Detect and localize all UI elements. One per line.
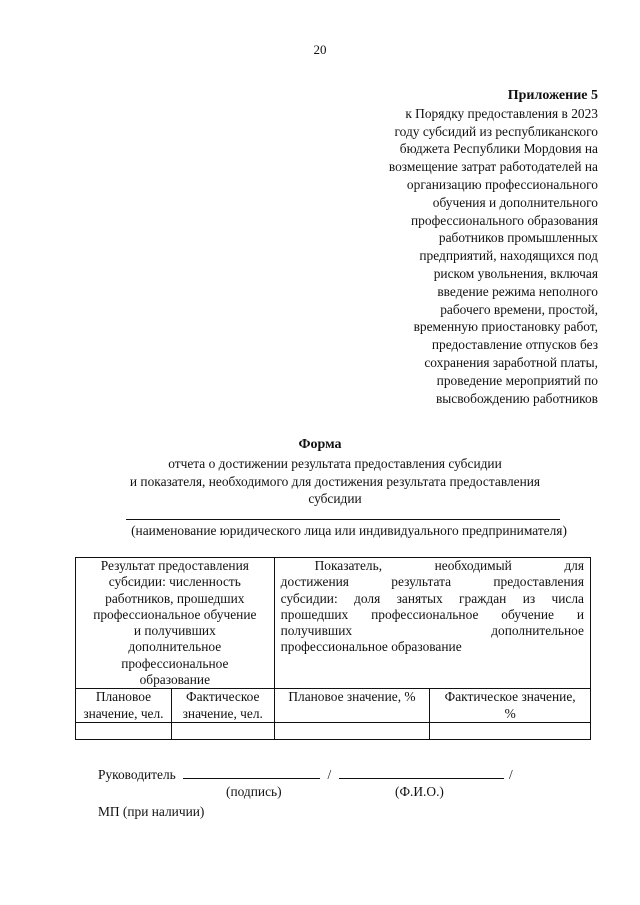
appendix-line: рабочего времени, простой, xyxy=(440,301,598,317)
signature-separator: / xyxy=(327,767,332,782)
result-header-line: образование xyxy=(139,672,211,688)
report-table xyxy=(75,557,591,740)
indicator-header-line: Показатель, необходимый для xyxy=(314,558,584,573)
actual-percent-header-line: % xyxy=(504,705,516,721)
indicator-header-cell xyxy=(274,558,590,689)
result-header-line: работников, прошедших xyxy=(105,590,245,606)
organization-name-caption: (наименование юридического лица или индивидуального предпринимателя) xyxy=(131,523,567,538)
form-subtitle-line: и показателя, необходимого для достижения результата предоставления xyxy=(129,473,541,489)
planned-percent-header-line: Плановое значение, % xyxy=(288,689,416,705)
result-header-line: профессиональное обучение xyxy=(93,606,257,622)
actual-count-header xyxy=(171,689,274,723)
planned-count-header-line: значение, чел. xyxy=(83,705,164,721)
appendix-line: обучения и дополнительного xyxy=(432,194,598,210)
signature-separator-end: / xyxy=(508,767,513,782)
full-name-caption: (Ф.И.О.) xyxy=(395,784,444,799)
appendix-line: профессионального образования xyxy=(411,212,598,228)
appendix-line: сохранения заработной платы, xyxy=(424,354,598,370)
appendix-line: году субсидий из республиканского xyxy=(394,123,598,139)
table-row xyxy=(76,722,591,739)
appendix-line: высвобождению работников xyxy=(435,390,598,406)
indicator-header-line: субсидии: доля занятых граждан из числа xyxy=(280,590,584,606)
appendix-line: временную приостановку работ, xyxy=(413,319,598,335)
table-subheader-row xyxy=(76,689,591,723)
signature-row xyxy=(98,766,513,783)
appendix-line: возмещение затрат работодателей на xyxy=(388,159,598,175)
form-subtitle-line: субсидии xyxy=(308,491,362,506)
planned-count-header-line: Плановое xyxy=(95,689,152,705)
appendix-title: Приложение 5 xyxy=(507,88,598,103)
indicator-header-line: прошедших профессиональное обучение и xyxy=(280,606,584,622)
appendix-line: организацию профессионального xyxy=(406,176,598,192)
page-number: 20 xyxy=(313,42,327,57)
signature-label: Руководитель xyxy=(98,767,176,782)
appendix-line: к Порядку предоставления в 2023 xyxy=(405,105,598,121)
full-name-field[interactable] xyxy=(339,766,504,779)
actual-count-cell[interactable] xyxy=(171,722,274,739)
table-header-row xyxy=(76,558,591,689)
result-header-line: Результат предоставления xyxy=(100,558,249,573)
planned-count-header xyxy=(76,689,172,723)
appendix-header xyxy=(328,87,598,407)
result-header-line: субсидии: численность xyxy=(108,574,241,590)
appendix-line: риском увольнения, включая xyxy=(433,265,598,281)
actual-percent-cell[interactable] xyxy=(430,722,591,739)
result-header-line: профессиональное xyxy=(121,655,229,671)
result-header-line: и получивших xyxy=(133,623,216,639)
planned-percent-header xyxy=(274,689,430,723)
signature-caption: (подпись) xyxy=(226,784,282,799)
result-header-line: дополнительное xyxy=(128,639,222,655)
indicator-header-line: профессиональное образование xyxy=(280,639,462,655)
indicator-header-line: получивших дополнительное xyxy=(280,623,584,639)
appendix-line: проведение мероприятий по xyxy=(436,372,598,388)
appendix-line: предоставление отпусков без xyxy=(431,337,598,353)
planned-percent-cell[interactable] xyxy=(274,722,430,739)
form-title: Форма xyxy=(298,437,342,452)
actual-count-header-line: Фактическое xyxy=(186,689,260,705)
indicator-header-line: достижения результата предоставления xyxy=(280,574,584,590)
planned-count-cell[interactable] xyxy=(76,722,172,739)
form-subtitle-line: отчета о достижении результата предоставления субсидии xyxy=(168,456,502,471)
stamp-note: МП (при наличии) xyxy=(98,804,205,819)
appendix-line: введение режима неполного xyxy=(437,283,598,299)
appendix-line: предприятий, находящихся под xyxy=(419,248,598,264)
result-header-cell xyxy=(76,558,275,689)
actual-count-header-line: значение, чел. xyxy=(182,705,263,721)
organization-name-field[interactable] xyxy=(126,519,560,520)
appendix-line: работников промышленных xyxy=(438,230,598,246)
actual-percent-header xyxy=(430,689,591,723)
form-subtitle xyxy=(60,455,610,508)
signature-field[interactable] xyxy=(183,766,320,779)
actual-percent-header-line: Фактическое значение, xyxy=(444,689,576,705)
appendix-line: бюджета Республики Мордовия на xyxy=(399,141,598,157)
